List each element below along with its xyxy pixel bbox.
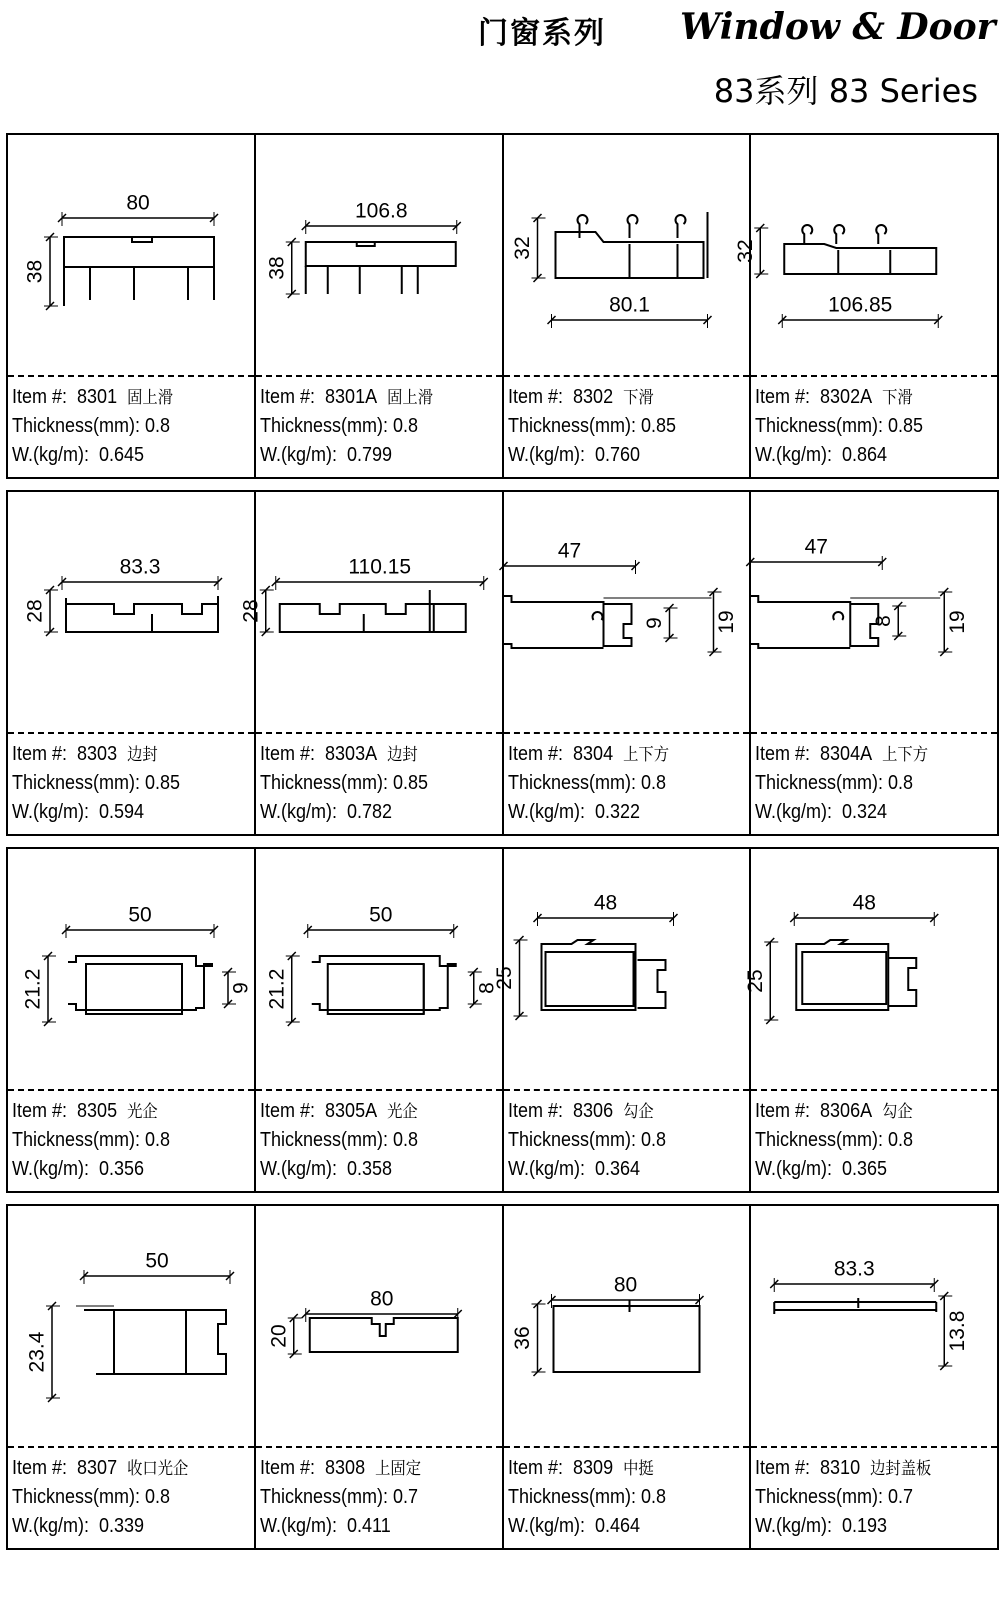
dimension-label: 36 bbox=[510, 1326, 534, 1350]
thickness-label: Thickness(mm): bbox=[755, 415, 884, 437]
dimension-label: 19 bbox=[714, 610, 738, 634]
item-name: 边封 bbox=[127, 745, 158, 765]
thickness-line bbox=[508, 1126, 666, 1155]
thickness-value: 0.8 bbox=[640, 1486, 666, 1508]
item-name: 固上滑 bbox=[386, 388, 433, 408]
dashed-divider bbox=[504, 1089, 750, 1091]
weight-line bbox=[508, 441, 676, 470]
dimension-label: 83.3 bbox=[119, 555, 161, 579]
item-name: 中挺 bbox=[622, 1459, 654, 1479]
profile-card bbox=[744, 849, 997, 1191]
profile-spec bbox=[260, 383, 433, 470]
item-line bbox=[12, 383, 173, 412]
dimension-label: 28 bbox=[23, 599, 47, 623]
weight-label: W.(kg/m): bbox=[12, 444, 89, 466]
thickness-value: 0.7 bbox=[392, 1486, 418, 1508]
thickness-line bbox=[755, 1483, 931, 1512]
item-line bbox=[508, 383, 676, 412]
item-label: Item #: bbox=[755, 1100, 811, 1122]
thickness-value: 0.7 bbox=[888, 1486, 914, 1508]
weight-label: W.(kg/m): bbox=[259, 444, 337, 466]
thickness-label: Thickness(mm): bbox=[259, 772, 388, 794]
item-label: Item #: bbox=[259, 743, 315, 765]
item-label: Item #: bbox=[12, 386, 68, 408]
dimension-label: 48 bbox=[593, 891, 617, 915]
dashed-divider bbox=[504, 375, 750, 377]
item-line bbox=[755, 740, 928, 769]
weight-value: 0.356 bbox=[99, 1158, 145, 1180]
profile-card bbox=[504, 135, 752, 477]
item-code: 8303A bbox=[324, 743, 377, 765]
thickness-value: 0.8 bbox=[640, 1129, 666, 1151]
item-name: 上下方 bbox=[882, 745, 929, 765]
thickness-value: 0.8 bbox=[888, 772, 914, 794]
weight-line bbox=[12, 798, 180, 827]
dimension-label: 110.15 bbox=[348, 555, 411, 579]
item-label: Item #: bbox=[259, 1100, 315, 1122]
dashed-divider bbox=[504, 1446, 750, 1448]
item-code: 8304 bbox=[572, 743, 613, 765]
item-label: Item #: bbox=[755, 1457, 811, 1479]
header-series: 83系列 83 Series bbox=[713, 72, 978, 110]
thickness-line bbox=[755, 769, 928, 798]
thickness-line bbox=[12, 1483, 188, 1512]
weight-value: 0.799 bbox=[346, 444, 392, 466]
dimension-label: 32 bbox=[734, 239, 758, 263]
dimension-label: 19 bbox=[946, 610, 970, 634]
thickness-value: 0.8 bbox=[145, 1486, 171, 1508]
weight-line bbox=[260, 1155, 418, 1184]
weight-value: 0.193 bbox=[842, 1515, 888, 1537]
item-code: 8302A bbox=[820, 386, 873, 408]
item-label: Item #: bbox=[259, 386, 315, 408]
profile-spec bbox=[755, 383, 923, 470]
thickness-value: 0.85 bbox=[640, 415, 676, 437]
thickness-label: Thickness(mm): bbox=[507, 1486, 636, 1508]
thickness-line bbox=[12, 412, 173, 441]
item-name: 上固定 bbox=[374, 1459, 421, 1479]
profile-card bbox=[256, 1206, 504, 1548]
profile-card bbox=[8, 492, 256, 834]
dimension-label: 23.4 bbox=[25, 1331, 49, 1373]
profile-row bbox=[6, 490, 999, 836]
weight-label: W.(kg/m): bbox=[755, 1158, 833, 1180]
header-title-zh: 门窗系列 bbox=[478, 16, 606, 51]
profile-section-drawing bbox=[8, 849, 252, 1089]
thickness-value: 0.8 bbox=[640, 772, 666, 794]
weight-line bbox=[12, 441, 173, 470]
profile-card bbox=[504, 492, 752, 834]
profile-section-drawing bbox=[492, 849, 748, 1089]
item-code: 8304A bbox=[820, 743, 873, 765]
item-line bbox=[260, 740, 428, 769]
item-line bbox=[12, 1097, 170, 1126]
item-line bbox=[508, 1097, 666, 1126]
profile-spec bbox=[12, 740, 180, 827]
dashed-divider bbox=[256, 1446, 502, 1448]
item-label: Item #: bbox=[755, 386, 811, 408]
item-line bbox=[508, 740, 669, 769]
profile-spec bbox=[508, 1097, 666, 1184]
item-line bbox=[755, 1097, 913, 1126]
item-code: 8309 bbox=[572, 1457, 613, 1479]
dimension-label: 8 bbox=[872, 615, 896, 627]
dimension-label: 9 bbox=[229, 982, 253, 994]
thickness-line bbox=[260, 1126, 418, 1155]
item-line bbox=[260, 1454, 421, 1483]
dimension-label: 50 bbox=[368, 903, 393, 927]
profile-section-drawing bbox=[256, 135, 500, 375]
profile-row bbox=[6, 847, 999, 1193]
weight-label: W.(kg/m): bbox=[12, 1515, 89, 1537]
weight-line bbox=[755, 1512, 931, 1541]
item-line bbox=[260, 1097, 418, 1126]
dashed-divider bbox=[8, 1089, 254, 1091]
item-label: Item #: bbox=[259, 1457, 315, 1479]
weight-line bbox=[755, 441, 923, 470]
thickness-label: Thickness(mm): bbox=[12, 415, 141, 437]
thickness-value: 0.85 bbox=[888, 415, 924, 437]
dimension-label: 25 bbox=[744, 969, 768, 993]
item-code: 8306 bbox=[572, 1100, 613, 1122]
weight-value: 0.358 bbox=[346, 1158, 392, 1180]
dimension-label: 80.1 bbox=[608, 293, 650, 317]
thickness-label: Thickness(mm): bbox=[259, 1129, 388, 1151]
item-name: 勾企 bbox=[882, 1102, 913, 1122]
dashed-divider bbox=[8, 1446, 254, 1448]
profile-section-drawing bbox=[734, 135, 995, 375]
dashed-divider bbox=[256, 1089, 502, 1091]
weight-value: 0.411 bbox=[346, 1515, 391, 1537]
profile-card bbox=[256, 849, 504, 1191]
weight-line bbox=[12, 1155, 170, 1184]
profile-card bbox=[8, 849, 256, 1191]
profile-section-drawing bbox=[256, 849, 500, 1089]
weight-line bbox=[508, 1155, 666, 1184]
item-line bbox=[755, 383, 923, 412]
profile-section-drawing bbox=[504, 135, 748, 375]
weight-label: W.(kg/m): bbox=[755, 444, 833, 466]
dimension-label: 80 bbox=[369, 1287, 394, 1311]
dimension-label: 38 bbox=[265, 256, 289, 280]
dimension-label: 8 bbox=[475, 982, 499, 994]
item-name: 固上滑 bbox=[127, 388, 174, 408]
item-label: Item #: bbox=[507, 1457, 563, 1479]
dimension-label: 50 bbox=[128, 903, 152, 927]
item-code: 8302 bbox=[572, 386, 613, 408]
dashed-divider bbox=[751, 375, 997, 377]
thickness-label: Thickness(mm): bbox=[507, 415, 636, 437]
item-label: Item #: bbox=[12, 1457, 68, 1479]
profile-card bbox=[239, 492, 504, 834]
weight-label: W.(kg/m): bbox=[12, 801, 89, 823]
item-name: 下滑 bbox=[882, 388, 913, 408]
weight-line bbox=[755, 798, 928, 827]
item-line bbox=[12, 740, 180, 769]
item-name: 上下方 bbox=[622, 745, 669, 765]
weight-value: 0.364 bbox=[594, 1158, 640, 1180]
weight-value: 0.760 bbox=[594, 444, 640, 466]
weight-line bbox=[260, 441, 433, 470]
profile-card bbox=[8, 1206, 256, 1548]
thickness-label: Thickness(mm): bbox=[755, 1486, 884, 1508]
profile-spec bbox=[260, 1454, 421, 1541]
dashed-divider bbox=[256, 732, 502, 734]
dimension-label: 80 bbox=[126, 191, 150, 215]
profile-card bbox=[751, 1206, 997, 1548]
weight-value: 0.864 bbox=[842, 444, 888, 466]
profile-section-drawing bbox=[504, 1206, 748, 1446]
profile-section-drawing bbox=[8, 1206, 252, 1446]
weight-line bbox=[508, 1512, 666, 1541]
item-name: 边封 bbox=[386, 745, 418, 765]
profile-card bbox=[8, 135, 256, 477]
item-code: 8307 bbox=[77, 1457, 118, 1479]
weight-label: W.(kg/m): bbox=[507, 801, 585, 823]
item-code: 8305 bbox=[77, 1100, 118, 1122]
thickness-line bbox=[755, 412, 923, 441]
weight-label: W.(kg/m): bbox=[507, 1515, 585, 1537]
dimension-label: 25 bbox=[492, 966, 516, 990]
item-line bbox=[508, 1454, 666, 1483]
profile-spec bbox=[508, 1454, 666, 1541]
thickness-label: Thickness(mm): bbox=[12, 772, 141, 794]
item-code: 8308 bbox=[324, 1457, 365, 1479]
item-name: 下滑 bbox=[622, 388, 654, 408]
weight-line bbox=[12, 1512, 188, 1541]
profile-spec bbox=[260, 1097, 418, 1184]
dashed-divider bbox=[8, 732, 254, 734]
profile-card bbox=[504, 1206, 752, 1548]
thickness-value: 0.85 bbox=[145, 772, 181, 794]
dimension-label: 47 bbox=[557, 539, 581, 563]
item-code: 8305A bbox=[324, 1100, 377, 1122]
item-label: Item #: bbox=[507, 1100, 563, 1122]
dimension-label: 9 bbox=[642, 617, 666, 629]
dashed-divider bbox=[256, 375, 502, 377]
profile-spec bbox=[755, 1097, 913, 1184]
profile-section-drawing bbox=[751, 492, 995, 732]
weight-value: 0.594 bbox=[99, 801, 145, 823]
item-name: 收口光企 bbox=[127, 1459, 189, 1479]
weight-value: 0.322 bbox=[594, 801, 640, 823]
profile-spec bbox=[12, 383, 173, 470]
item-name: 光企 bbox=[127, 1102, 158, 1122]
thickness-line bbox=[755, 1126, 913, 1155]
profile-spec bbox=[12, 1097, 170, 1184]
weight-label: W.(kg/m): bbox=[259, 1158, 337, 1180]
thickness-line bbox=[260, 1483, 421, 1512]
weight-label: W.(kg/m): bbox=[259, 801, 337, 823]
dashed-divider bbox=[751, 1089, 997, 1091]
item-label: Item #: bbox=[12, 1100, 68, 1122]
weight-line bbox=[260, 1512, 421, 1541]
thickness-label: Thickness(mm): bbox=[259, 415, 388, 437]
profile-card bbox=[751, 492, 997, 834]
profile-section-drawing bbox=[751, 1206, 995, 1446]
dimension-label: 38 bbox=[23, 259, 47, 284]
item-code: 8301 bbox=[77, 386, 118, 408]
dimension-label: 21.2 bbox=[265, 968, 289, 1010]
profile-section-drawing bbox=[8, 135, 252, 375]
thickness-value: 0.8 bbox=[392, 1129, 418, 1151]
thickness-value: 0.8 bbox=[888, 1129, 914, 1151]
weight-line bbox=[508, 798, 669, 827]
item-label: Item #: bbox=[755, 743, 811, 765]
dashed-divider bbox=[504, 732, 750, 734]
item-line bbox=[755, 1454, 931, 1483]
weight-value: 0.782 bbox=[346, 801, 392, 823]
item-code: 8303 bbox=[77, 743, 118, 765]
thickness-label: Thickness(mm): bbox=[12, 1486, 141, 1508]
dashed-divider bbox=[751, 1446, 997, 1448]
thickness-label: Thickness(mm): bbox=[755, 1129, 884, 1151]
item-label: Item #: bbox=[12, 743, 68, 765]
dimension-label: 48 bbox=[852, 891, 877, 915]
thickness-label: Thickness(mm): bbox=[507, 1129, 636, 1151]
weight-value: 0.645 bbox=[99, 444, 145, 466]
profile-section-drawing bbox=[239, 492, 500, 732]
thickness-value: 0.8 bbox=[145, 415, 171, 437]
header-title-en: Window & Door bbox=[680, 6, 996, 48]
profile-card bbox=[734, 135, 997, 477]
dimension-label: 47 bbox=[804, 535, 829, 559]
dimension-label: 83.3 bbox=[834, 1257, 875, 1281]
profile-spec bbox=[12, 1454, 188, 1541]
thickness-line bbox=[508, 1483, 666, 1512]
thickness-line bbox=[12, 1126, 170, 1155]
item-label: Item #: bbox=[507, 743, 563, 765]
dimension-label: 21.2 bbox=[21, 968, 45, 1010]
dimension-label: 28 bbox=[239, 599, 263, 623]
dashed-divider bbox=[751, 732, 997, 734]
profile-section-drawing bbox=[744, 849, 995, 1089]
item-line bbox=[260, 383, 433, 412]
weight-label: W.(kg/m): bbox=[12, 1158, 89, 1180]
weight-value: 0.339 bbox=[99, 1515, 145, 1537]
profile-spec bbox=[260, 740, 428, 827]
weight-label: W.(kg/m): bbox=[259, 1515, 337, 1537]
thickness-label: Thickness(mm): bbox=[12, 1129, 141, 1151]
weight-line bbox=[260, 798, 428, 827]
weight-line bbox=[755, 1155, 913, 1184]
profile-spec bbox=[755, 1454, 931, 1541]
weight-label: W.(kg/m): bbox=[507, 1158, 585, 1180]
item-name: 边封盖板 bbox=[870, 1459, 932, 1479]
thickness-label: Thickness(mm): bbox=[755, 772, 884, 794]
thickness-value: 0.85 bbox=[392, 772, 428, 794]
profile-card bbox=[492, 849, 752, 1191]
dimension-label: 32 bbox=[510, 236, 534, 260]
thickness-line bbox=[260, 412, 433, 441]
item-code: 8310 bbox=[820, 1457, 861, 1479]
profile-row bbox=[6, 133, 999, 479]
weight-value: 0.464 bbox=[594, 1515, 640, 1537]
dimension-label: 106.8 bbox=[354, 199, 408, 223]
thickness-label: Thickness(mm): bbox=[259, 1486, 388, 1508]
dashed-divider bbox=[8, 375, 254, 377]
thickness-value: 0.8 bbox=[392, 415, 418, 437]
profile-section-drawing bbox=[504, 492, 748, 732]
thickness-label: Thickness(mm): bbox=[507, 772, 636, 794]
item-code: 8301A bbox=[324, 386, 377, 408]
weight-label: W.(kg/m): bbox=[755, 801, 833, 823]
profile-section-drawing bbox=[8, 492, 252, 732]
thickness-line bbox=[508, 769, 669, 798]
item-line bbox=[12, 1454, 188, 1483]
profile-card bbox=[256, 135, 504, 477]
profile-spec bbox=[508, 740, 669, 827]
item-code: 8306A bbox=[820, 1100, 873, 1122]
thickness-line bbox=[12, 769, 180, 798]
item-name: 光企 bbox=[386, 1102, 418, 1122]
dimension-label: 20 bbox=[267, 1324, 291, 1348]
thickness-value: 0.8 bbox=[145, 1129, 171, 1151]
item-label: Item #: bbox=[507, 386, 563, 408]
weight-value: 0.365 bbox=[842, 1158, 888, 1180]
profile-section-drawing bbox=[256, 1206, 500, 1446]
weight-value: 0.324 bbox=[842, 801, 888, 823]
dimension-label: 106.85 bbox=[828, 293, 893, 317]
profile-spec bbox=[508, 383, 676, 470]
weight-label: W.(kg/m): bbox=[507, 444, 585, 466]
weight-label: W.(kg/m): bbox=[755, 1515, 833, 1537]
item-name: 勾企 bbox=[622, 1102, 654, 1122]
dimension-label: 50 bbox=[145, 1249, 169, 1273]
dimension-label: 13.8 bbox=[946, 1310, 970, 1352]
dimension-label: 80 bbox=[613, 1273, 637, 1297]
profile-row bbox=[6, 1204, 999, 1550]
profile-spec bbox=[755, 740, 928, 827]
thickness-line bbox=[260, 769, 428, 798]
thickness-line bbox=[508, 412, 676, 441]
